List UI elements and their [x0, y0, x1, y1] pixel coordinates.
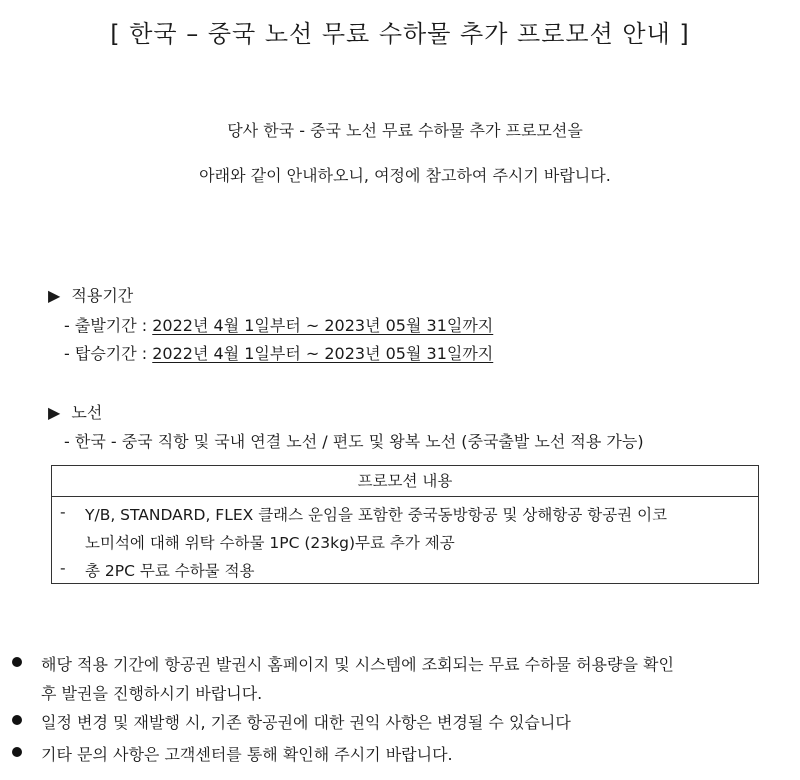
promo-item-1-dash: -	[60, 503, 66, 521]
promo-item-1-line-1: Y/B, STANDARD, FLEX 클래스 운임을 포함한 중국동방항공 및 상해항공 항공권 이코	[85, 506, 668, 524]
period-heading-text: 적용기간	[71, 286, 134, 305]
route-section-heading	[48, 400, 102, 423]
promotion-details-box	[51, 465, 759, 584]
note-1-line-1: 해당 적용 기간에 항공권 발권시 홈페이지 및 시스템에 조회되는 무료 수하물 허용량을 확인	[41, 655, 674, 674]
route-description: - 한국 - 중국 직항 및 국내 연결 노선 / 편도 및 왕복 노선 (중국출발 노선 적용 가능)	[64, 432, 644, 451]
bullet-icon	[12, 747, 22, 757]
boarding-period	[64, 341, 493, 364]
period-section-heading	[48, 283, 133, 306]
departure-period-label: - 출발기간 :	[64, 316, 153, 335]
promo-item-2-dash: -	[60, 559, 66, 577]
note-2: 일정 변경 및 재발행 시, 기존 항공권에 대한 권익 사항은 변경될 수 있습니다	[41, 713, 571, 732]
triangle-right-icon: ▶	[48, 286, 61, 305]
bullet-icon	[12, 657, 22, 667]
page-title: [ 한국 – 중국 노선 무료 수하물 추가 프로모션 안내 ]	[110, 20, 690, 48]
promotion-details-header: 프로모션 내용	[52, 466, 758, 497]
departure-period-value: 2022년 4월 1일부터 ~ 2023년 05월 31일까지	[152, 316, 494, 335]
note-3: 기타 문의 사항은 고객센터를 통해 확인해 주시기 바랍니다.	[41, 745, 453, 764]
intro-line-2: 아래와 같이 안내하오니, 여정에 참고하여 주시기 바랍니다.	[199, 166, 611, 185]
bullet-icon	[12, 715, 22, 725]
intro-line-1: 당사 한국 - 중국 노선 무료 수하물 추가 프로모션을	[227, 121, 583, 140]
promo-item-1-line-2: 노미석에 대해 위탁 수하물 1PC (23kg)무료 추가 제공	[85, 534, 455, 552]
note-1-line-2: 후 발권을 진행하시기 바랍니다.	[41, 684, 263, 703]
departure-period	[64, 313, 493, 336]
promo-item-2-text: 총 2PC 무료 수하물 적용	[85, 562, 255, 580]
boarding-period-label: - 탑승기간 :	[64, 344, 153, 363]
boarding-period-value: 2022년 4월 1일부터 ~ 2023년 05월 31일까지	[152, 344, 494, 363]
triangle-right-icon: ▶	[48, 403, 61, 422]
route-heading-text: 노선	[71, 403, 103, 422]
